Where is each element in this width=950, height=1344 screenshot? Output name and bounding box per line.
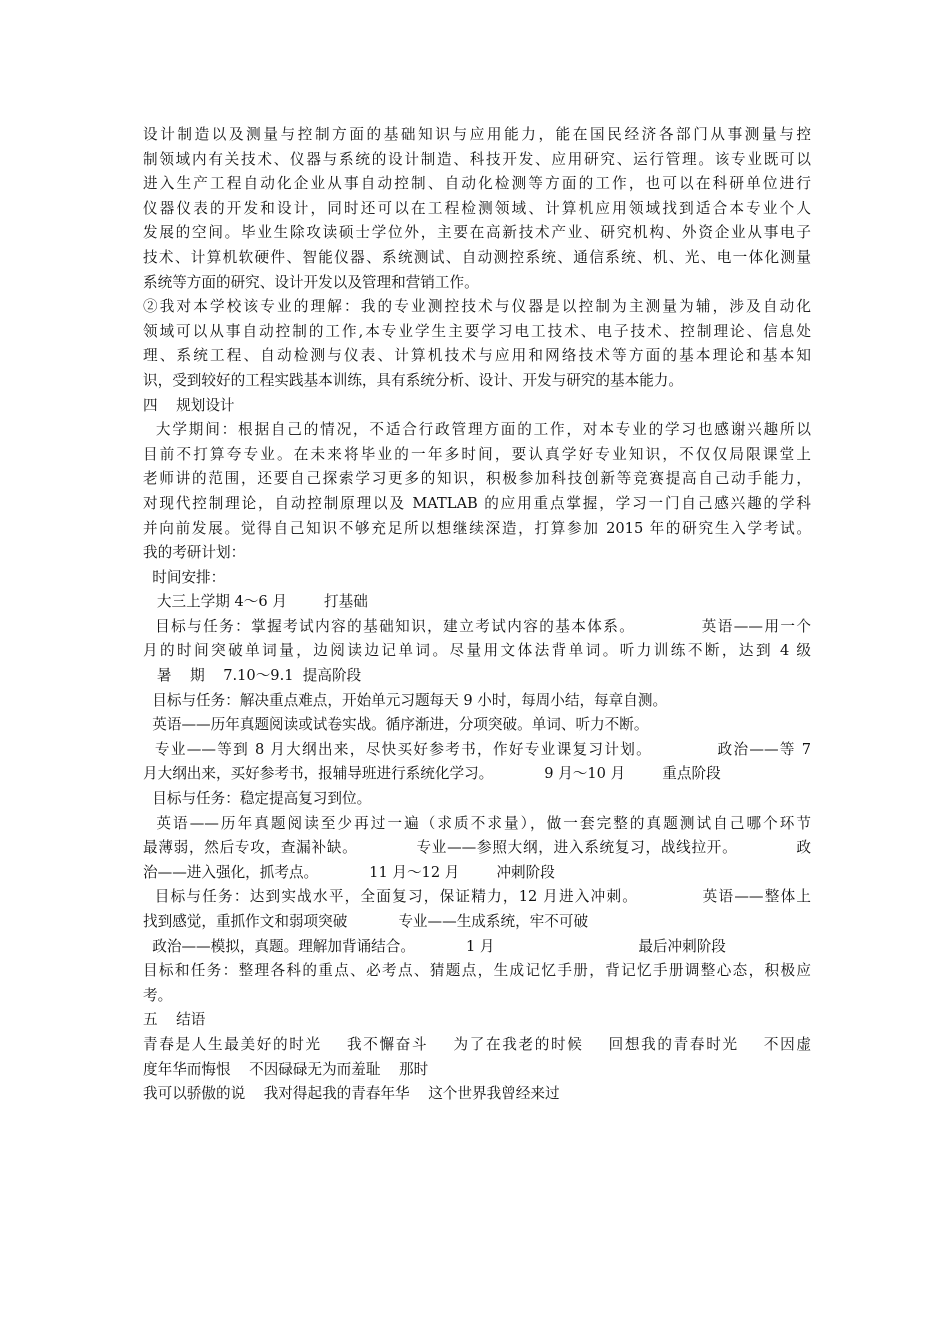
document-body: [143, 123, 811, 1107]
text-line: 专业——等到 8 月大纲出来，尽快买好参考书，作好专业课复习计划。 政治——等 7: [143, 740, 811, 758]
text-line: 英语——历年真题阅读或试卷实战。循序渐进，分项突破。单词、听力不断。: [143, 716, 649, 734]
text-line: 对现代控制理论，自动控制原理以及 MATLAB 的应用重点掌握，学习一门自己感兴趣的学科: [143, 494, 811, 512]
text-line: 最薄弱，然后专攻，查漏补缺。 专业——参照大纲，进入系统复习，战线拉开。 政: [143, 839, 811, 857]
text-line: 治——进入强化，抓考点。 11 月～12 月 冲刺阶段: [143, 863, 555, 881]
text-line: 月的时间突破单词量，边阅读边记单词。尽量用文体法背单词。听力训练不断，达到 4 级: [143, 642, 811, 660]
text-line: 进入生产工程自动化企业从事自动控制、自动化检测等方面的工作，也可以在科研单位进行: [143, 175, 811, 193]
text-line: 五 结语: [143, 1011, 206, 1029]
text-line: 找到感觉，重抓作文和弱项突破 专业——生成系统，牢不可破: [143, 913, 589, 930]
text-line: 理、系统工程、自动检测与仪表、计算机技术与应用和网络技术等方面的基本理论和基本知: [143, 347, 811, 365]
text-line: 仪器仪表的开发和设计，同时还可以在工程检测领域、计算机应用领域找到适合本专业个人: [143, 199, 811, 217]
text-line: 目标和任务：整理各科的重点、必考点、猜题点，生成记忆手册，背记忆手册调整心态，积极应: [143, 962, 811, 980]
text-line: 发展的空间。毕业生除攻读硕士学位外，主要在高新技术产业、研究机构、外资企业从事电子: [143, 224, 811, 242]
text-line: 大三上学期 4～6 月 打基础: [143, 593, 368, 611]
text-line: 目标与任务：掌握考试内容的基础知识，建立考试内容的基本体系。 英语——用一个: [143, 617, 811, 635]
text-line: 老师讲的范围，还要自己探索学习更多的知识，积极参加科技创新等竞赛提高自己动手能力，: [143, 470, 811, 488]
text-line: 考。: [143, 986, 173, 1004]
text-line: 大学期间：根据自己的情况，不适合行政管理方面的工作，对本专业的学习也感谢兴趣所以: [143, 421, 811, 439]
text-line: 并向前发展。觉得自己知识不够充足所以想继续深造，打算参加 2015 年的研究生入学考试。: [143, 519, 811, 537]
text-line: 政治——模拟，真题。理解加背诵结合。 1 月 最后冲刺阶段: [143, 937, 726, 955]
text-line: 四 规划设计: [143, 396, 235, 414]
text-line: 目标与任务：达到实战水平，全面复习，保证精力，12 月进入冲刺。 英语——整体上: [143, 888, 811, 906]
text-line: 目标与任务：解决重点难点，开始单元习题每天 9 小时，每周小结，每章自测。: [143, 691, 668, 709]
text-line: 时间安排：: [143, 568, 226, 586]
text-line: 英语——历年真题阅读至少再过一遍（求质不求量），做一套完整的真题测试自己哪个环节: [143, 814, 811, 832]
text-line: 设计制造以及测量与控制方面的基础知识与应用能力，能在国民经济各部门从事测量与控: [143, 126, 811, 143]
text-line: 领域可以从事自动控制的工作,本专业学生主要学习电工技术、电子技术、控制理论、信息处: [143, 322, 811, 340]
text-line: 制领域内有关技术、仪器与系统的设计制造、科技开发、应用研究、运行管理。该专业既可以: [143, 150, 811, 168]
text-line: 度年华而悔恨 不因碌碌无为而羞耻 那时: [143, 1060, 429, 1078]
text-line: 我可以骄傲的说 我对得起我的青春年华 这个世界我曾经来过: [143, 1085, 560, 1103]
text-line: 目前不打算夸专业。在未来将毕业的一年多时间，要认真学好专业知识，不仅仅局限课堂上: [143, 445, 811, 463]
text-line: 目标与任务：稳定提高复习到位。: [143, 790, 372, 808]
text-line: 我的考研计划：: [143, 544, 246, 562]
text-line: 青春是人生最美好的时光 我不懈奋斗 为了在我老的时候 回想我的青春时光 不因虚: [143, 1035, 811, 1053]
text-line: 暑 期 7.10～9.1 提高阶段: [143, 667, 362, 685]
text-line: 系统等方面的研究、设计开发以及管理和营销工作。: [143, 273, 479, 291]
text-line: 识，受到较好的工程实践基本训练，具有系统分析、设计、开发与研究的基本能力。: [143, 371, 683, 389]
text-line: ②我对本学校该专业的理解：我的专业测控技术与仪器是以控制为主测量为辅，涉及自动化: [143, 298, 811, 316]
text-line: 月大纲出来，买好参考书，报辅导班进行系统化学习。 9 月～10 月 重点阶段: [143, 765, 721, 783]
text-line: 技术、计算机软硬件、智能仪器、系统测试、自动测控系统、通信系统、机、光、电一体化测量: [143, 248, 811, 266]
